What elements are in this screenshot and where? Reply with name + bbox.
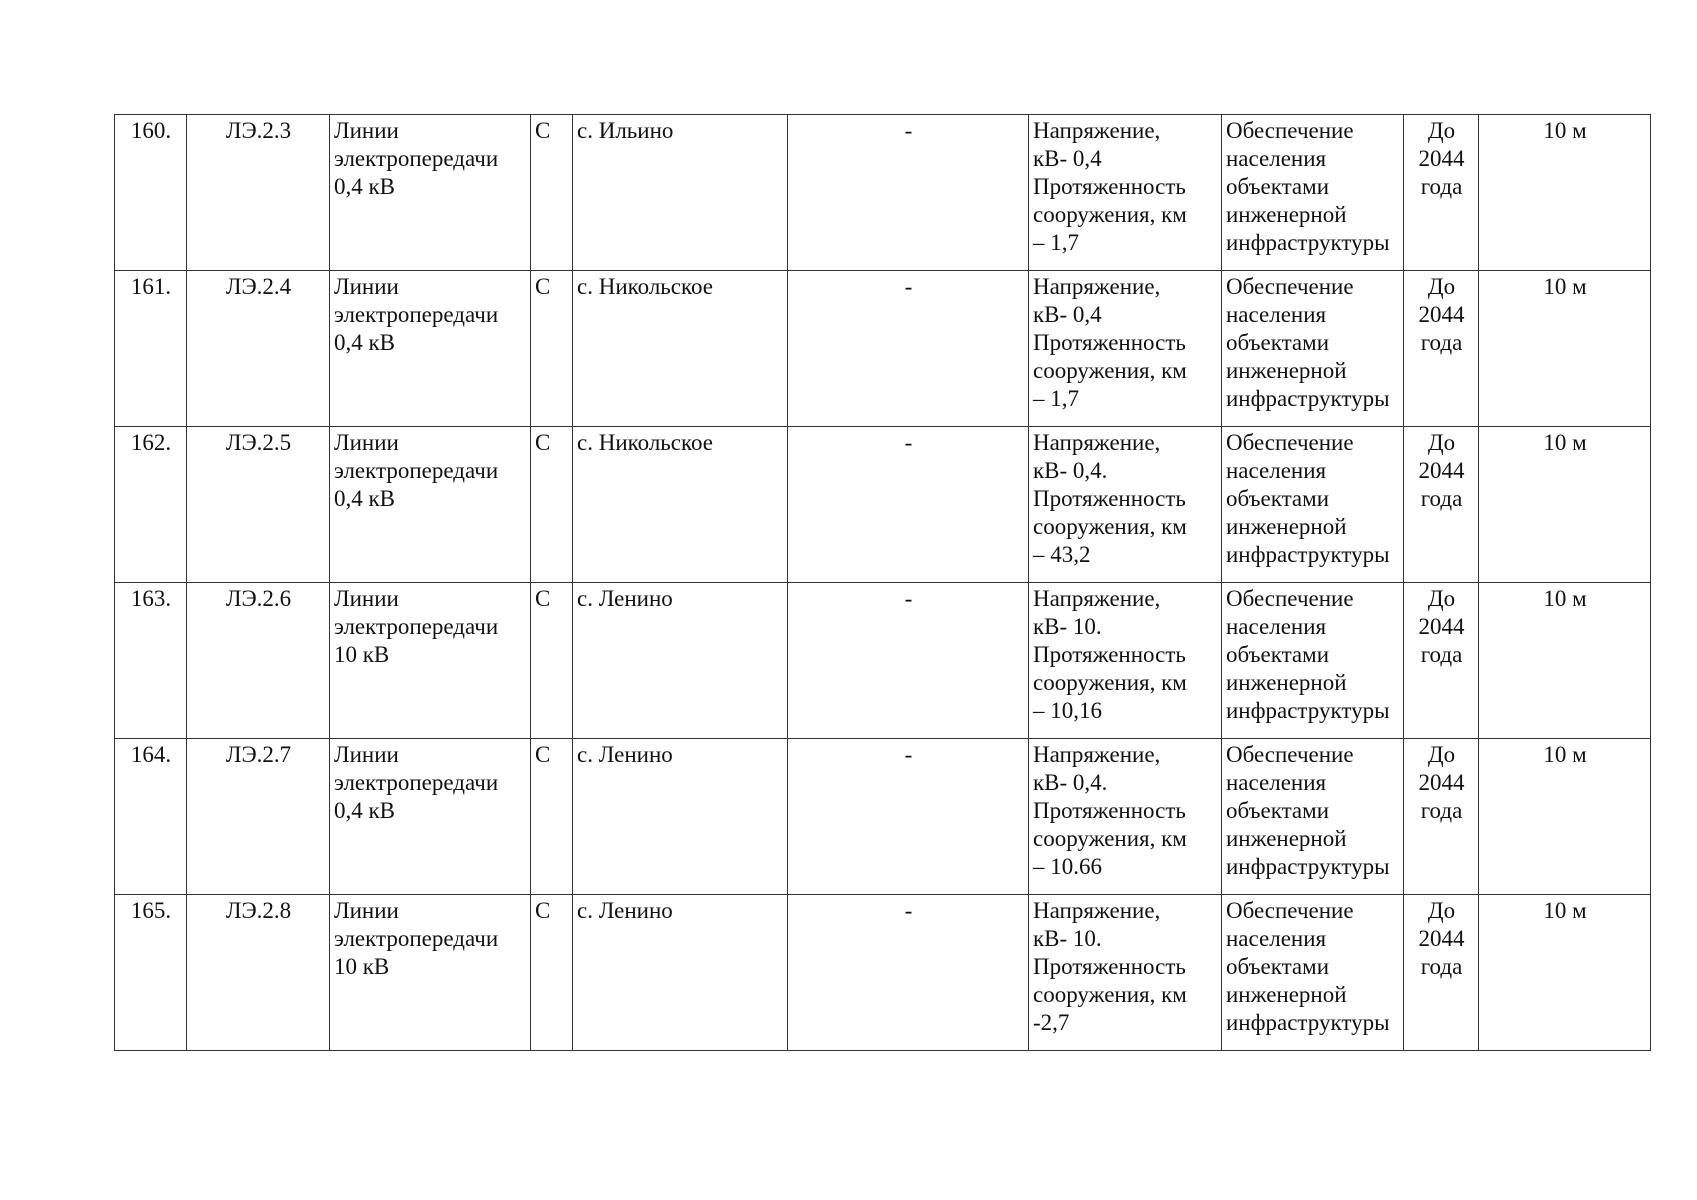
- object-status: С: [531, 271, 573, 427]
- protection-zone: 10 м: [1479, 427, 1651, 583]
- object-purpose: Обеспечение населения объектами инженерной инфраструктуры: [1222, 739, 1404, 895]
- object-name: Линии электропередачи 0,4 кВ: [330, 739, 531, 895]
- table-row: [115, 583, 1651, 739]
- empty-value-dash: -: [788, 271, 1029, 427]
- empty-value-dash: -: [788, 895, 1029, 1051]
- object-parameters: Напряжение, кВ- 0,4. Протяженность сооружения, км – 43,2: [1029, 427, 1222, 583]
- object-status: С: [531, 895, 573, 1051]
- implementation-term: До 2044 года: [1404, 271, 1479, 427]
- empty-value-dash: -: [788, 583, 1029, 739]
- table-row: [115, 739, 1651, 895]
- object-location: с. Ленино: [573, 895, 788, 1051]
- implementation-term: До 2044 года: [1404, 427, 1479, 583]
- object-parameters: Напряжение, кВ- 10. Протяженность сооружения, км -2,7: [1029, 895, 1222, 1051]
- empty-value-dash: -: [788, 115, 1029, 271]
- object-code: ЛЭ.2.4: [187, 271, 330, 427]
- object-location: с. Ленино: [573, 739, 788, 895]
- protection-zone: 10 м: [1479, 115, 1651, 271]
- object-status: С: [531, 583, 573, 739]
- object-name: Линии электропередачи 0,4 кВ: [330, 427, 531, 583]
- empty-value-dash: -: [788, 427, 1029, 583]
- object-name: Линии электропередачи 10 кВ: [330, 895, 531, 1051]
- object-name: Линии электропередачи 0,4 кВ: [330, 115, 531, 271]
- object-code: ЛЭ.2.6: [187, 583, 330, 739]
- object-code: ЛЭ.2.8: [187, 895, 330, 1051]
- implementation-term: До 2044 года: [1404, 583, 1479, 739]
- protection-zone: 10 м: [1479, 271, 1651, 427]
- object-parameters: Напряжение, кВ- 0,4 Протяженность сооружения, км – 1,7: [1029, 271, 1222, 427]
- object-status: С: [531, 427, 573, 583]
- object-location: с. Ильино: [573, 115, 788, 271]
- protection-zone: 10 м: [1479, 895, 1651, 1051]
- object-status: С: [531, 739, 573, 895]
- object-purpose: Обеспечение населения объектами инженерной инфраструктуры: [1222, 115, 1404, 271]
- object-parameters: Напряжение, кВ- 0,4. Протяженность сооружения, км – 10.66: [1029, 739, 1222, 895]
- object-purpose: Обеспечение населения объектами инженерной инфраструктуры: [1222, 895, 1404, 1051]
- row-number: 165.: [115, 895, 187, 1051]
- row-number: 162.: [115, 427, 187, 583]
- row-number: 160.: [115, 115, 187, 271]
- object-location: с. Никольское: [573, 427, 788, 583]
- implementation-term: До 2044 года: [1404, 115, 1479, 271]
- row-number: 161.: [115, 271, 187, 427]
- protection-zone: 10 м: [1479, 583, 1651, 739]
- object-code: ЛЭ.2.7: [187, 739, 330, 895]
- table-row: [115, 271, 1651, 427]
- row-number: 164.: [115, 739, 187, 895]
- empty-value-dash: -: [788, 739, 1029, 895]
- table-row: [115, 115, 1651, 271]
- object-location: с. Ленино: [573, 583, 788, 739]
- object-name: Линии электропередачи 0,4 кВ: [330, 271, 531, 427]
- object-purpose: Обеспечение населения объектами инженерной инфраструктуры: [1222, 271, 1404, 427]
- table-row: [115, 895, 1651, 1051]
- object-code: ЛЭ.2.3: [187, 115, 330, 271]
- object-location: с. Никольское: [573, 271, 788, 427]
- protection-zone: 10 м: [1479, 739, 1651, 895]
- row-number: 163.: [115, 583, 187, 739]
- object-purpose: Обеспечение населения объектами инженерной инфраструктуры: [1222, 427, 1404, 583]
- object-name: Линии электропередачи 10 кВ: [330, 583, 531, 739]
- object-status: С: [531, 115, 573, 271]
- object-parameters: Напряжение, кВ- 10. Протяженность сооружения, км – 10,16: [1029, 583, 1222, 739]
- object-purpose: Обеспечение населения объектами инженерной инфраструктуры: [1222, 583, 1404, 739]
- table-row: [115, 427, 1651, 583]
- object-parameters: Напряжение, кВ- 0,4 Протяженность сооружения, км – 1,7: [1029, 115, 1222, 271]
- implementation-term: До 2044 года: [1404, 739, 1479, 895]
- facilities-table: [114, 114, 1651, 1051]
- object-code: ЛЭ.2.5: [187, 427, 330, 583]
- implementation-term: До 2044 года: [1404, 895, 1479, 1051]
